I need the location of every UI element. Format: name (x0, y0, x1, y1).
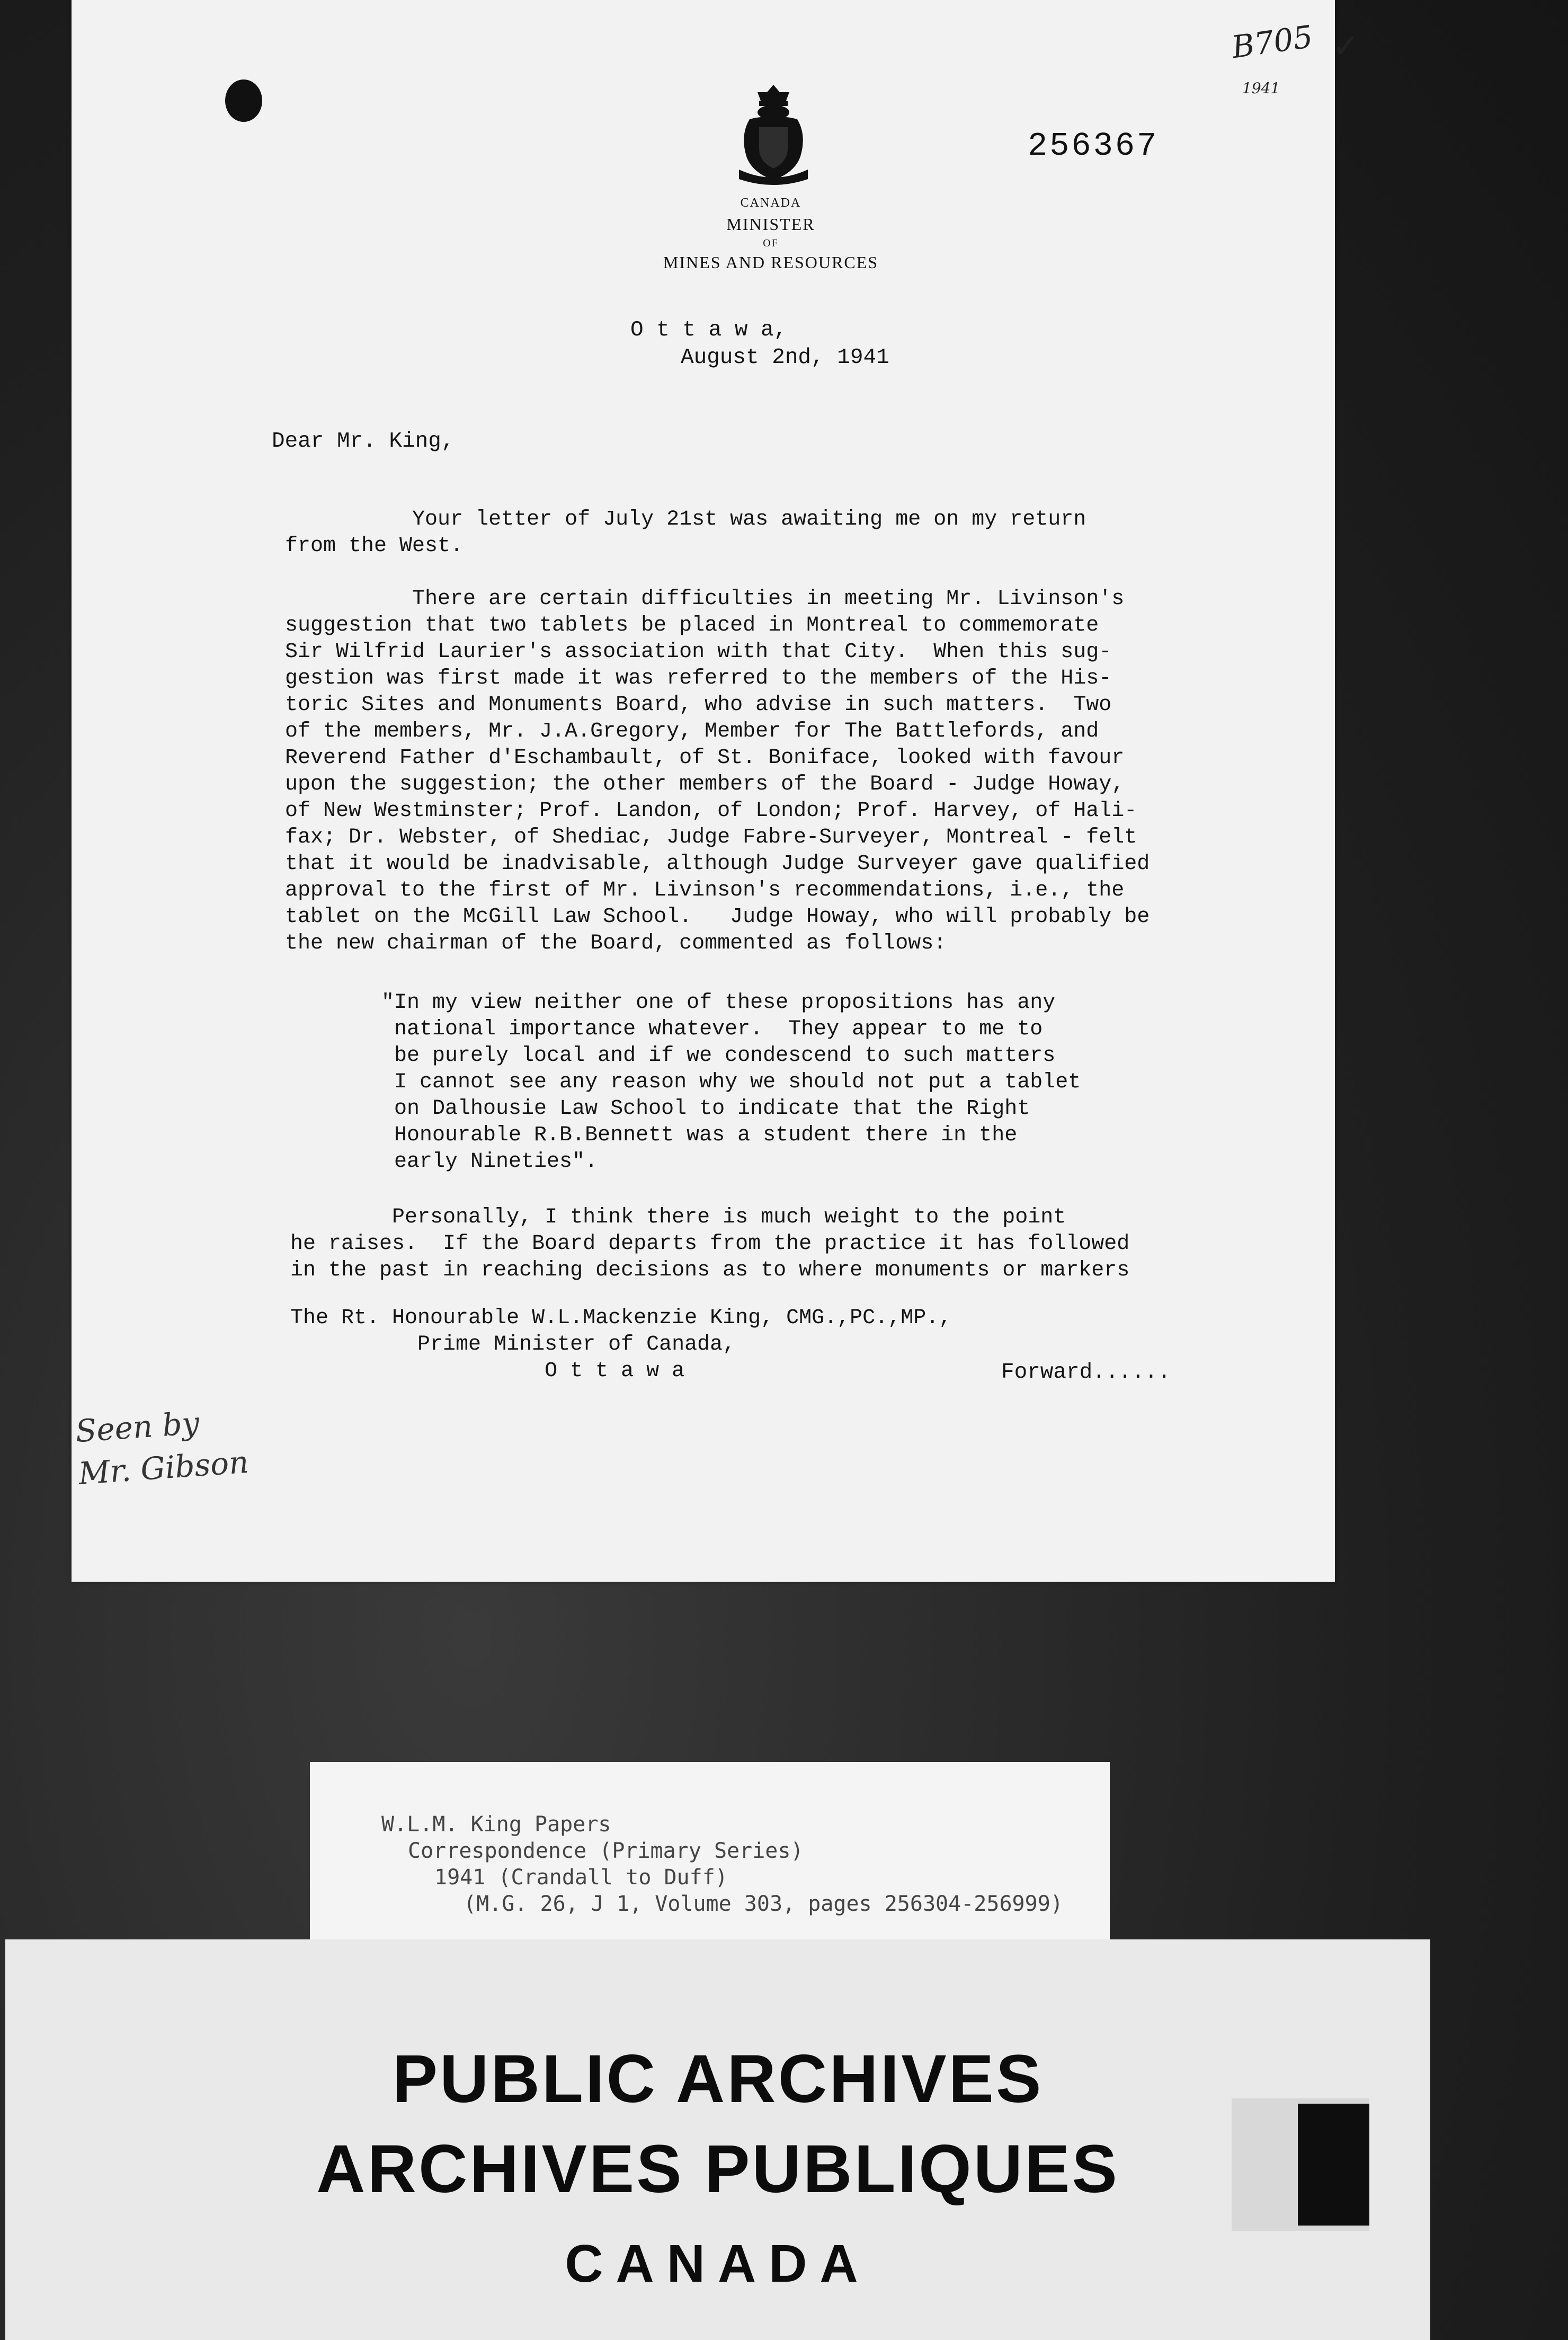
margin-note-line: Seen by (74, 1405, 201, 1450)
quote-line: I cannot see any reason why we should not put a tablet (381, 1070, 1081, 1094)
addressee-line: The Rt. Honourable W.L.Mackenzie King, CMG.,PC.,MP., (290, 1306, 952, 1330)
archives-title-en: PUBLIC ARCHIVES (392, 2041, 1044, 2117)
paragraph-line: fax; Dr. Webster, of Shediac, Judge Fabre-Surveyer, Montreal - felt (285, 826, 1137, 849)
paragraph-line: gestion was first made it was referred to the members of the His- (285, 667, 1112, 690)
letterhead (633, 193, 908, 274)
archive-label-card (310, 1762, 1110, 1939)
letter-page (72, 0, 1360, 1582)
quote-line: on Dalhousie Law School to indicate that the Right (381, 1097, 1030, 1121)
handwritten-file-ref: B705 (1230, 18, 1315, 66)
public-archives-card (5, 1939, 1430, 2340)
paragraph-line: approval to the first of Mr. Livinson's recommendations, i.e., the (285, 879, 1125, 902)
tape-shadow (1298, 2104, 1369, 2226)
paragraph-line: in the past in reaching decisions as to where monuments or markers (290, 1258, 1130, 1282)
label-line: (M.G. 26, J 1, Volume 303, pages 256304-256999) (464, 1892, 1063, 1916)
canada-coat-of-arms-icon (728, 79, 818, 191)
quote-line: national importance whatever. They appear to me to (381, 1017, 1043, 1041)
label-line: W.L.M. King Papers (381, 1812, 611, 1837)
paragraph-line: that it would be inadvisable, although Judge Surveyer gave qualified (285, 852, 1150, 876)
punch-hole (225, 79, 262, 122)
salutation: Dear Mr. King, (272, 429, 455, 454)
letterhead-of: OF (763, 237, 779, 249)
paragraph-line: from the West. (285, 534, 464, 558)
paragraph-line: Reverend Father d'Eschambault, of St. Boniface, looked with favour (285, 746, 1125, 770)
quote-line: early Nineties". (381, 1150, 598, 1174)
addressee-line: O t t a w a (290, 1359, 685, 1383)
paragraph-1 (285, 508, 1254, 561)
paragraph-line: tablet on the McGill Law School. Judge Howay, who will probably be (285, 905, 1150, 929)
paragraph-line: There are certain difficulties in meeting Mr. Livinson's (285, 587, 1125, 611)
archives-title-fr: ARCHIVES PUBLIQUES (316, 2131, 1119, 2207)
paragraph-line: of the members, Mr. J.A.Gregory, Member for The Battlefords, and (285, 720, 1099, 743)
paragraph-line: toric Sites and Monuments Board, who advise in such matters. Two (285, 693, 1112, 717)
quote-line: Honourable R.B.Bennett was a student there in the (381, 1123, 1018, 1147)
handwritten-margin-note (74, 1398, 250, 1495)
quote-line: be purely local and if we condescend to such matters (381, 1044, 1056, 1068)
paragraph-line: Personally, I think there is much weight to the point (290, 1206, 1066, 1229)
paragraph-line: of New Westminster; Prof. Landon, of London; Prof. Harvey, of Hali- (285, 799, 1137, 823)
paragraph-line: upon the suggestion; the other members of the Board - Judge Howay, (285, 773, 1125, 796)
dateline-city: O t t a w a, (630, 318, 787, 342)
paragraph-line: he raises. If the Board departs from the practice it has followed (290, 1232, 1130, 1256)
letterhead-title: MINISTER (726, 215, 815, 234)
handwritten-year: 1941 (1242, 79, 1280, 97)
archives-country: CANADA (565, 2234, 871, 2293)
quote-line: "In my view neither one of these propositions has any (381, 991, 1056, 1015)
quotation (381, 991, 1081, 1176)
paragraph-line: Sir Wilfrid Laurier's association with that City. When this sug- (285, 640, 1112, 664)
forward-note: Forward...... (1001, 1360, 1171, 1385)
paragraph-2 (285, 587, 1254, 958)
paragraph-line: Your letter of July 21st was awaiting me on my return (285, 508, 1086, 531)
addressee-line: Prime Minister of Canada, (290, 1333, 736, 1357)
margin-note-line: Mr. Gibson (77, 1443, 250, 1492)
label-line: 1941 (Crandall to Duff) (434, 1865, 728, 1890)
dateline-date: August 2nd, 1941 (681, 345, 889, 370)
document-number: 256367 (1028, 127, 1159, 165)
check-mark-icon: ✓ (1332, 26, 1360, 65)
addressee-block (290, 1306, 951, 1386)
paragraph-line: the new chairman of the Board, commented as follows: (285, 932, 947, 955)
paragraph-3 (290, 1206, 1129, 1285)
letterhead-country: CANADA (740, 196, 801, 210)
letterhead-department: MINES AND RESOURCES (663, 253, 879, 272)
label-line: Correspondence (Primary Series) (408, 1839, 804, 1863)
paragraph-line: suggestion that two tablets be placed in Montreal to commemorate (285, 614, 1099, 637)
